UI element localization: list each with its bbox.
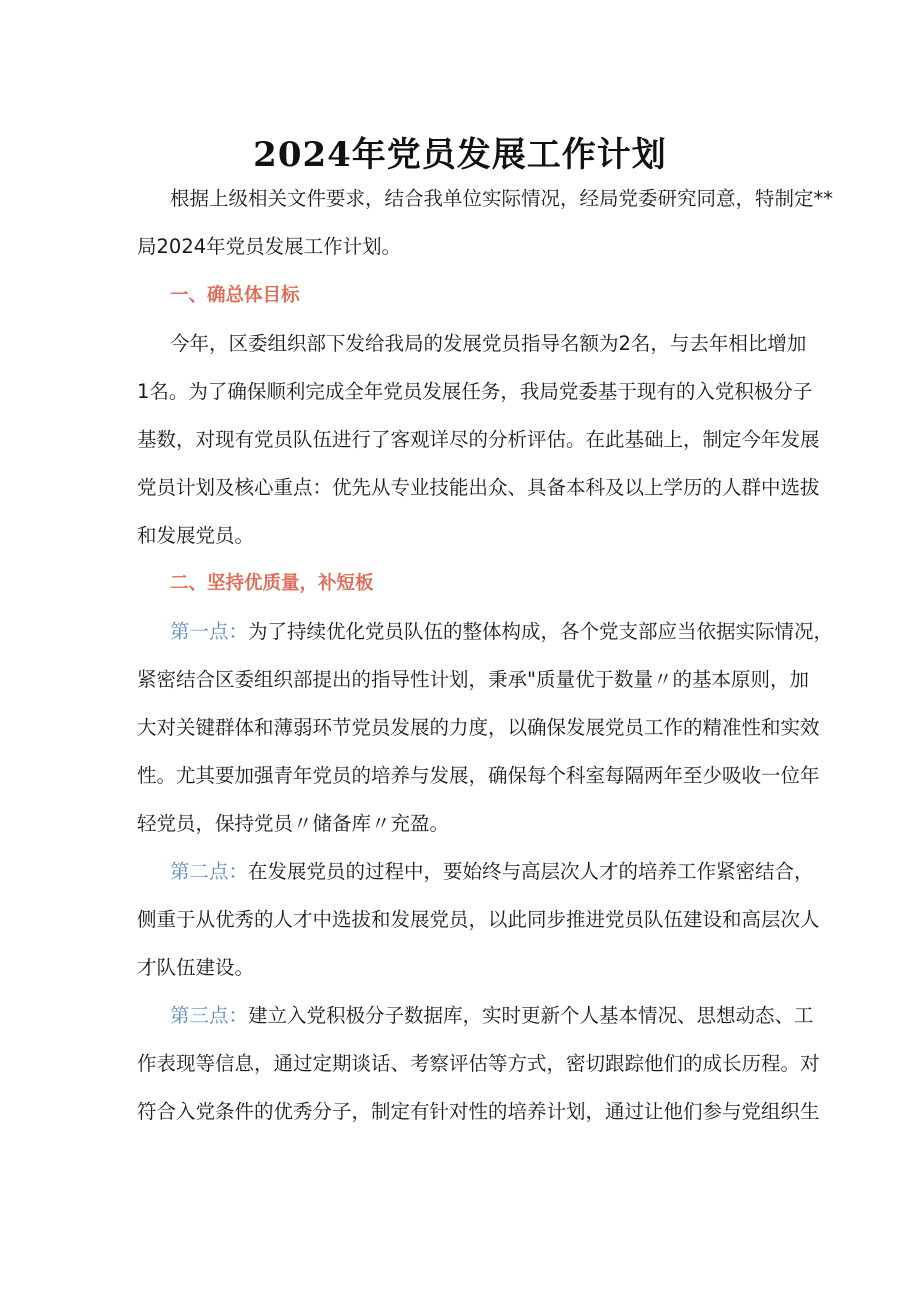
point1-first-line (170, 618, 834, 646)
section1-line-3: 基数，对现有党员队伍进行了客观详尽的分析评估。在此基础上，制定今年发展 (137, 428, 820, 451)
section2-heading: 二、坚持优质量，补短板 (170, 573, 374, 594)
point1-label: 第一点： (170, 620, 249, 643)
section1-line-4: 党员计划及核心重点：优先从专业技能出众、具备本科及以上学历的人群中选拔 (137, 476, 820, 499)
section1-line-2: 1名。为了确保顺利完成全年党员发展任务，我局党委基于现有的入党积极分子 (137, 380, 813, 403)
section1-heading: 一、确总体目标 (170, 285, 300, 306)
point1-line-4: 性。尤其要加强青年党员的培养与发展，确保每个科室每隔两年至少吸收一位年 (137, 764, 820, 787)
section1-line-5: 和发展党员。 (137, 524, 255, 547)
point1-line-2: 紧密结合区委组织部提出的指导性计划，秉承"质量优于数量〃的基本原则，加 (137, 668, 809, 691)
document-title: 2024年党员发展工作计划 (253, 134, 667, 175)
point2-line-3: 才队伍建设。 (137, 956, 255, 979)
intro-line-1: 根据上级相关文件要求，结合我单位实际情况，经局党委研究同意，特制定** (170, 187, 834, 210)
point2-first-text: 在发展党员的过程中，要始终与高层次人才的培养工作紧密结合， (248, 860, 814, 883)
intro-line-2: 局2024年党员发展工作计划。 (137, 235, 402, 258)
point3-line-2: 作表现等信息，通过定期谈话、考察评估等方式，密切跟踪他们的成长历程。对 (137, 1052, 820, 1075)
point2-label: 第二点： (170, 860, 249, 883)
point3-line-3: 符合入党条件的优秀分子，制定有针对性的培养计划，通过让他们参与党组织生 (137, 1100, 820, 1123)
point2-first-line (170, 858, 814, 886)
point3-label: 第三点： (170, 1004, 249, 1027)
point1-line-5: 轻党员，保持党员〃储备库〃充盈。 (137, 812, 450, 835)
point2-line-2: 侧重于从优秀的人才中选拔和发展党员，以此同步推进党员队伍建设和高层次人 (137, 908, 820, 931)
point3-first-text: 建立入党积极分子数据库，实时更新个人基本情况、思想动态、工 (248, 1004, 814, 1027)
point3-first-line (170, 1002, 814, 1030)
point1-first-text: 为了持续优化党员队伍的整体构成，各个党支部应当依据实际情况， (248, 620, 834, 643)
point1-line-3: 大对关键群体和薄弱环节党员发展的力度，以确保发展党员工作的精准性和实效 (137, 716, 820, 739)
section1-line-1: 今年，区委组织部下发给我局的发展党员指导名额为2名，与去年相比增加 (170, 332, 807, 355)
